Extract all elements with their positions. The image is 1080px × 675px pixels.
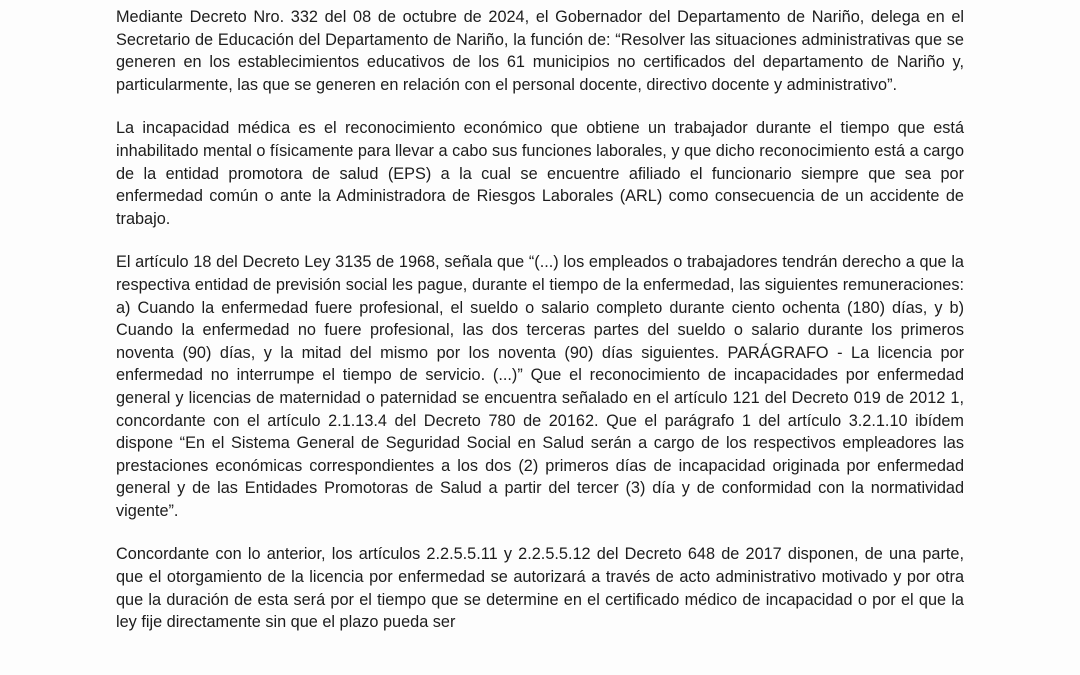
paragraph-decreto-648: Concordante con lo anterior, los artículos 2.2.5.5.11 y 2.2.5.5.12 del Decreto 648 de 2017 disponen, de una parte, que el otorgamiento de la licencia por enfermedad se autorizará a través de acto administrativo motivado y por otra que la duración de esta será por el tiempo que se determine en el certificado médico de incapacidad o por el que la ley fije directamente sin que el plazo pueda ser <box>116 545 964 632</box>
paragraph-incapacidad-medica: La incapacidad médica es el reconocimiento económico que obtiene un trabajador durante el tiempo que está inhabilitado mental o físicamente para llevar a cabo sus funciones laborales, y que dicho reconocimiento está a cargo de la entidad promotora de salud (EPS) a la cual se encuentre afiliado el funcionario siempre que sea por enfermedad común o ante la Administradora de Riesgos Laborales (ARL) como consecuencia de un accidente de trabajo. <box>116 119 964 228</box>
paragraph-articulo-18: El artículo 18 del Decreto Ley 3135 de 1968, señala que “(...) los empleados o trabajadores tendrán derecho a que la respectiva entidad de previsión social les pague, durante el tiempo de la enfermedad, las siguientes remuneraciones: a) Cuando la enfermedad fuere profesional, el sueldo o salario completo durante ciento ochenta (180) días, y b) Cuando la enfermedad no fuere profesional, las dos terceras partes del sueldo o salario durante los primeros noventa (90) días, y la mitad del mismo por los noventa (90) días siguientes. PARÁGRAFO - La licencia por enfermedad no interrumpe el tiempo de servicio. (...)” Que el reconocimiento de incapacidades por enfermedad general y licencias de maternidad o paternidad se encuentra señalado en el artículo 121 del Decreto 019 de 2012 1, concordante con el artículo 2.1.13.4 del Decreto 780 de 20162. Que el parágrafo 1 del artículo 3.2.1.10 ibídem dispone “En el Sistema General de Seguridad Social en Salud serán a cargo de los respectivos empleadores las prestaciones económicas correspondientes a los dos (2) primeros días de incapacidad originada por enfermedad general y de las Entidades Promotoras de Salud a partir del tercer (3) día y de conformidad con la normatividad vigente”. <box>116 253 964 520</box>
paragraph-decreto-332: Mediante Decreto Nro. 332 del 08 de octubre de 2024, el Gobernador del Departamento de Nariño, delega en el Secretario de Educación del Departamento de Nariño, la función de: “Resolver las situaciones administrativas que se generen en los establecimientos educativos de los 61 municipios no certificados del departamento de Nariño y, particularmente, las que se generen en relación con el personal docente, directivo docente y administrativo”. <box>116 8 964 94</box>
document-body <box>116 6 964 655</box>
